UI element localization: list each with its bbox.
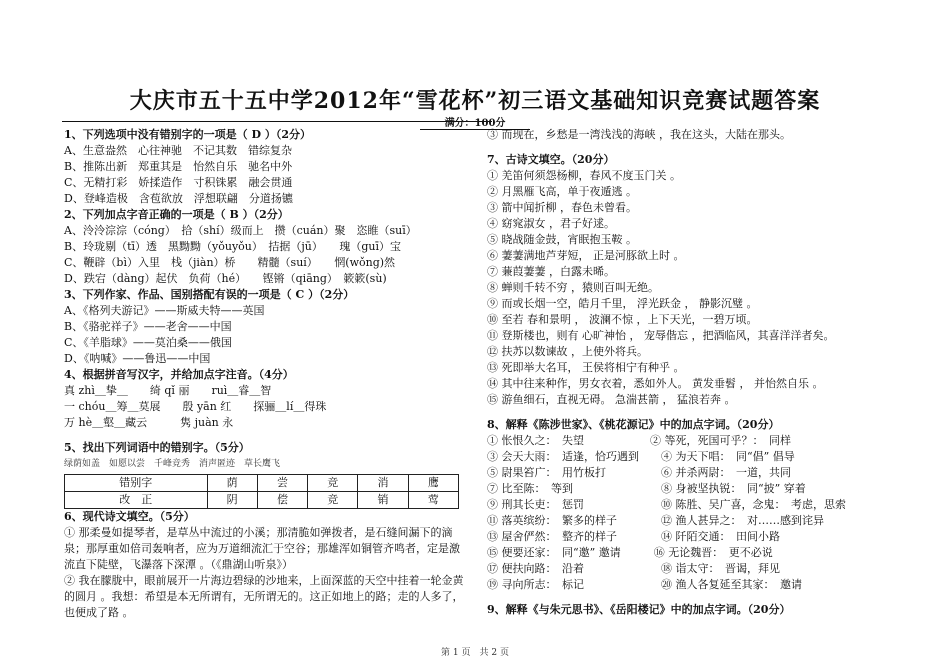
answer-line: ⑮ 便要还家： 同“邀” 邀请 ⑯ 无论魏晋： 更不必说 <box>487 546 773 559</box>
table-cell: 鹰 <box>408 475 458 492</box>
page-footer: 第 1 页 共 2 页 <box>441 648 509 658</box>
question-heading: 1、下列选项中没有错别字的一项是（ D ）（2分） <box>64 128 312 141</box>
answer-line: ② 月黑雁飞高，单于夜遁逃 。 <box>487 185 637 198</box>
question-heading: 9、解释《与朱元思书》、《岳阳楼记》中的加点字词。（20分） <box>487 603 791 616</box>
answer-line: ⑪ 落英缤纷： 繁多的样子 ⑫ 渔人甚异之： 对……感到诧异 <box>487 514 824 527</box>
answer-line: B、推陈出新 郑重其是 怡然自乐 驰名中外 <box>64 160 293 173</box>
answer-line: B、《骆驼祥子》——老舍——中国 <box>64 320 232 333</box>
answer-line: C、《羊脂球》——莫泊桑——俄国 <box>64 336 232 349</box>
answer-line: ⑬ 死即举大名耳， 王侯将相宁有种乎 。 <box>487 361 685 374</box>
answer-line: D、跌宕（dàng）起伏 负荷（hé） 铿锵（qiāng） 簌簌(sù) <box>64 272 387 285</box>
table-row <box>65 492 459 509</box>
table-cell: 错别字 <box>65 475 208 492</box>
answer-line: ⑰ 便扶向路： 沿着 ⑱ 诣太守： 晋谒，拜见 <box>487 562 780 575</box>
answer-line: ③ 会天大雨： 适逢，恰巧遇到 ④ 为天下唱： 同“倡” 倡导 <box>487 450 795 463</box>
answer-line: ① 羌笛何须怨杨柳，春风不度玉门关 。 <box>487 169 681 182</box>
answer-line: ① 怅恨久之： 失望 ② 等死，死国可乎？： 同样 <box>487 434 791 447</box>
answer-line: ⑨ 刑其长吏： 惩罚 ⑩ 陈胜、吴广喜，念鬼： 考虑，思索 <box>487 498 846 511</box>
table-cell: 偿 <box>257 492 307 509</box>
answer-line: ⑪ 登斯楼也，则有 心旷神怡 ， 宠辱偕忘 ，把酒临风，其喜洋洋者矣。 <box>487 329 835 342</box>
answer-line: D、《呐喊》——鲁迅——中国 <box>64 352 211 365</box>
question-heading: 4、根据拼音写汉字，并给加点字注音。（4分） <box>64 368 294 381</box>
answer-line: ① 那柔曼如提琴者，是草丛中流过的小溪；那清脆如弹拨者，是石缝间漏下的滴泉；那厚重如倍司轰响者，应为万道细流汇于空谷；那雄浑如铜管齐鸣者，定是激流直下陡壁，飞瀑落下深潭 。（《鼎湖山听泉》） <box>64 526 460 571</box>
answer-line: ③ 箭中闻折柳 ，春色未曾看。 <box>487 201 637 214</box>
table-cell: 尝 <box>257 475 307 492</box>
answer-line: ⑦ 比至陈： 等到 ⑧ 身被坚执锐： 同“披” 穿着 <box>487 482 806 495</box>
answer-line: 万 hè＿壑＿藏云 隽 juàn 永 <box>64 416 234 429</box>
spacer <box>487 143 907 152</box>
table-cell: 莺 <box>408 492 458 509</box>
question-heading: 5、找出下列词语中的错别字。（5分） <box>64 441 250 454</box>
question-heading: 8、解释《陈涉世家》、《桃花源记》中的加点字词。（20分） <box>487 418 780 431</box>
typo-table <box>64 474 459 509</box>
right-lines <box>487 127 907 618</box>
header-rule <box>62 121 492 122</box>
answer-line: A、生意盎然 心往神驰 不记其数 错综复杂 <box>64 144 292 157</box>
left-lines <box>64 127 464 472</box>
answer-line: 一 chóu＿筹＿莫展 殷 yān 红 探骊＿lí＿得珠 <box>64 400 327 413</box>
answer-line: ⑨ 而或长烟一空，皓月千里， 浮光跃金 ， 静影沉璧 。 <box>487 297 758 310</box>
answer-line: 真 zhì＿挚＿ 绮 qǐ 丽 ruì＿睿＿智 <box>64 384 272 397</box>
answer-line: ⑤ 晓战随金鼓，宵眠抱玉鞍 。 <box>487 233 637 246</box>
table-cell: 销 <box>358 492 408 509</box>
right-column <box>487 127 907 618</box>
question-heading: 6、现代诗文填空。（5分） <box>64 510 195 523</box>
answer-line: ⑦ 蒹葭萋萋 ，白露未晞。 <box>487 265 615 278</box>
answer-line: ⑭ 其中往来种作，男女衣着，悉如外人。 黄发垂髫 ， 并怡然自乐 。 <box>487 377 824 390</box>
answer-line: C、鞭辟（bì）入里 栈（jiàn）桥 精髓（suí） 惘(wǒng)然 <box>64 256 396 269</box>
table-cell: 阴 <box>207 492 257 509</box>
answer-line: C、无精打彩 娇揉造作 寸积铢累 融会贯通 <box>64 176 293 189</box>
answer-line: ⑮ 游鱼细石，直视无碍。 急湍甚箭 ， 猛浪若奔 。 <box>487 393 736 406</box>
answer-line: B、玲珑剔（tī）透 黑黝黝（yǒuyǒu） 拮据（jū） 瑰（guī）宝 <box>64 240 402 253</box>
table-cell: 荫 <box>207 475 257 492</box>
answer-line: ⑩ 至若 春和景明 ， 波澜不惊 ，上下天光，一碧万顷。 <box>487 313 758 326</box>
question-heading: 2、下列加点字音正确的一项是（ B ）（2分） <box>64 208 289 221</box>
left-column <box>64 127 464 621</box>
left-lines-2 <box>64 509 464 621</box>
answer-line: ⑧ 蝉则千转不穷 ，猿则百叫无绝。 <box>487 281 659 294</box>
table-cell: 竞 <box>308 492 358 509</box>
table-cell: 改 正 <box>65 492 208 509</box>
table-row <box>65 475 459 492</box>
answer-line: 绿荫如盖 如愿以尝 千峰竞秀 消声匿迹 草长鹰飞 <box>64 459 281 469</box>
table-cell: 消 <box>358 475 408 492</box>
answer-line: ⑤ 尉果笞广： 用竹板打 ⑥ 并杀两尉： 一道，共同 <box>487 466 791 479</box>
answer-line: ② 我在朦胧中，眼前展开一片海边碧绿的沙地来，上面深蓝的天空中挂着一轮金黄的圆月 。我想：希望是本无所谓有，无所谓无的。这正如地上的路；走的人多了，也便成了路 。 <box>64 574 464 619</box>
answer-line: ⑥ 萋萋满地芦芽短， 正是河豚欲上时 。 <box>487 249 685 262</box>
table-cell: 竞 <box>308 475 358 492</box>
answer-line: ⑫ 扶苏以数谏故 ，上使外将兵。 <box>487 345 648 358</box>
answer-line: ③ 而现在，乡愁是一湾浅浅的海峡 ，我在这头，大陆在那头。 <box>487 128 791 141</box>
spacer <box>64 431 464 440</box>
answer-line: A、《格列夫游记》——斯威夫特——英国 <box>64 304 265 317</box>
spacer <box>487 408 907 417</box>
answer-line: ⑲ 寻向所志： 标记 ⑳ 渔人各复延至其家： 邀请 <box>487 578 802 591</box>
answer-line: D、登峰造极 含苞欲放 浮想联翩 分道扬镳 <box>64 192 293 205</box>
question-heading: 3、下列作家、作品、国别搭配有误的一项是（ C ）（2分） <box>64 288 355 301</box>
answer-line: ⑬ 屋舍俨然： 整齐的样子 ⑭ 阡陌交通： 田间小路 <box>487 530 780 543</box>
answer-line: A、泠泠淙淙（cóng） 拾（shí）级而上 攒（cuán）聚 恣睢（suī） <box>64 224 417 237</box>
full-score-note: 满分：100分 <box>420 114 530 130</box>
question-heading: 7、古诗文填空。（20分） <box>487 153 615 166</box>
document-title: 大庆市五十五中学2012年“雪花杯”初三语文基础知识竞赛试题答案 <box>129 88 821 114</box>
spacer <box>487 593 907 602</box>
answer-line: ④ 窈窕淑女 ，君子好逑。 <box>487 217 615 230</box>
